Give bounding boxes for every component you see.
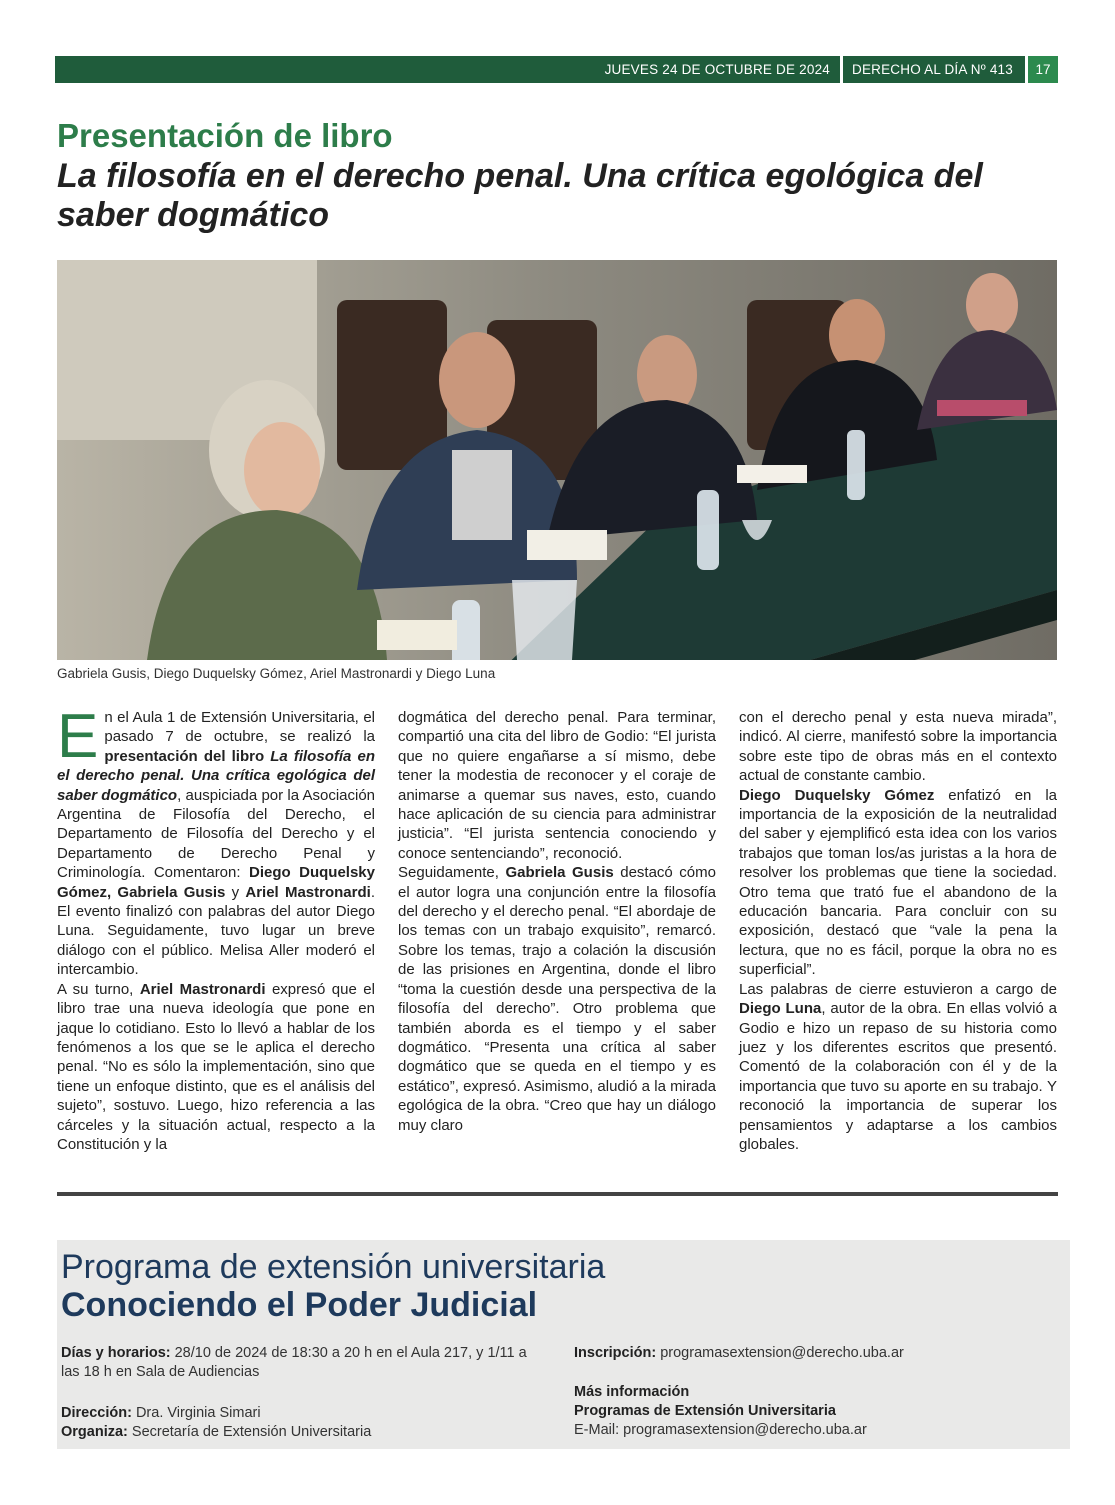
article-paragraph [57,702,376,980]
program-subtitle: Conociendo el Poder Judicial [61,1286,538,1324]
speaker-name: Ariel Mastronardi [245,883,371,901]
program-inscription [574,1344,1054,1363]
text-run: , auspiciada por la Asociación Argentina de Filosofía del Derecho, el Departamento de Filosofía del Derecho y el Departamento de Derecho Penal y Criminología. Comentaron: [57,786,376,882]
more-info-org-name: Programas de Extensión Universitaria [574,1403,836,1419]
article-title: La filosofía en el derecho penal. Una crítica egológica del saber dogmático [57,157,983,234]
event-photo [57,260,1057,660]
text-run: expresó que el libro trae una nueva ideología que pone en jaque lo cotidiano. Esto lo llevó a hablar de los fenómenos a los que se le aplica el derecho penal. “No es sólo la implementación, sino que tiene un enfoque distinto, que es el análisis del sujeto”, sostuvo. Luego, hizo referencia a las cárceles y la situación actual, respecto a la Constitución y la [57,980,375,1153]
article-column-1 [57,702,376,1154]
organizer-value: Secretaría de Extensión Universitaria [127,1424,372,1440]
article-paragraph [739,786,1057,980]
event-photo-illustration [57,260,1057,660]
text-run: . El evento finalizó con palabras del autor Diego Luna. Seguidamente, tuvo lugar un breve diálogo con el público. Melisa Aller moderó el intercambio. [57,883,375,979]
header-date: JUEVES 24 DE OCTUBRE DE 2024 [604,62,830,77]
text-run: A su turno, [57,980,140,998]
text-run-bold: presentación del libro [104,747,271,765]
program-direction [61,1404,541,1423]
more-info-heading: Más información [574,1384,690,1400]
speaker-name: Gabriela Gusis [505,864,614,882]
program-schedule [61,1344,541,1382]
text-run: n el Aula 1 de Extensión Universitaria, el pasado 7 de octubre, se realizó la [104,709,375,746]
schedule-label: Días y horarios: [61,1345,171,1361]
drop-cap: E [57,702,99,771]
section-divider [57,1192,1058,1196]
text-run: Seguidamente, [398,864,506,882]
speaker-name: Ariel Mastronardi [139,980,266,998]
text-run: enfatizó en la importancia de la exposición de la neutralidad del saber y ejemplificó esta idea con los varios trabajos que toman los/as juristas a la hora de resolver los problemas que tiene la sociedad. Otro tema que trató fue el abandono de la educación bancaria. Para concluir con su exposición, destacó que “vale la pena la lectura, que no es fácil, porque la obra no es superficial”. [739,786,1057,979]
page-header-bar [55,56,1058,83]
program-organizer [61,1423,541,1442]
direction-value: Dra. Virginia Simari [131,1405,261,1421]
article-column-2 [398,708,716,1135]
article-paragraph: con el derecho penal y esta nueva mirada”, indicó. Al cierre, manifestó sobre la importancia sobre este tipo de obras más en el contexto actual de constante cambio. [739,709,1057,785]
speaker-name: Diego Luna [739,1000,822,1018]
more-info-label [574,1383,1054,1402]
text-run: , autor de la obra. En ellas volvió a Godio e hizo un repaso de su historia como juez y los diferentes escritos que presentó. Comentó de la colaboración con él y de la importancia que tuvo su aporte en su trabajo. Y reconoció la importancia de superar los pensamientos y adaptarse a los cambios globales. [739,1000,1057,1153]
speaker-name: Diego Duquelsky Gómez [739,786,935,804]
text-run: y [225,883,246,901]
more-info-org [574,1402,1054,1421]
schedule-value: 28/10 de 2024 de 18:30 a 20 h en el Aula 217, y 1/11 a las 18 h en Sala de Audiencias [61,1345,527,1380]
text-run: Las palabras de cierre estuvieron a cargo de [739,980,1057,998]
article-paragraph [398,863,716,1135]
inscription-label: Inscripción: [574,1345,657,1361]
photo-caption: Gabriela Gusis, Diego Duquelsky Gómez, Ariel Mastronardi y Diego Luna [57,666,496,681]
book-title-inline: La filosofía en el derecho penal. Una crítica egológica del saber dogmático [57,747,375,804]
program-title: Programa de extensión universitaria [61,1248,606,1286]
article-paragraph [739,980,1057,1155]
article-column-3 [739,708,1057,1154]
article-paragraph [57,980,375,1155]
speaker-names: Diego Duquelsky Gómez, Gabriela Gusis [57,864,375,901]
contact-email[interactable]: E-Mail: programasextension@derecho.uba.ar [574,1422,867,1438]
article-paragraph: dogmática del derecho penal. Para terminar, compartió una cita del libro de Godio: “El jurista que no quiere engañarse a sí mismo, debe tener la modestia de reconocer y el coraje de animarse a quemar sus naves, esto, cuando hace aplicación de su ciencia para administrar justicia”. “El jurista sentencia conociendo y conoce sentenciando”, reconoció. [398,709,716,862]
inscription-email[interactable]: programasextension@derecho.uba.ar [656,1345,904,1361]
header-publication: DERECHO AL DÍA Nº 413 [852,62,1013,77]
organizer-label: Organiza: [61,1424,128,1440]
direction-label: Dirección: [61,1405,132,1421]
article-kicker: Presentación de libro [57,117,393,154]
header-divider [840,56,843,83]
text-run: destacó cómo el autor logra una conjunción entre la filosofía del derecho y el derecho penal. “El abordaje de los temas con un trabajo exquisito”, remarcó. Sobre los temas, trajo a colación la discusión de las prisiones en Argentina, donde el libro “toma la cuestión desde una perspectiva de la filosofía del derecho”. Otro problema que también aborda es el tiempo y el saber dogmático. “Presenta una crítica al saber dogmático que se queda en el tiempo y es estático”, expresó. Asimismo, aludió a la mirada egológica de la obra. “Creo que hay un diálogo muy claro [398,864,716,1134]
page-number: 17 [1028,56,1058,83]
